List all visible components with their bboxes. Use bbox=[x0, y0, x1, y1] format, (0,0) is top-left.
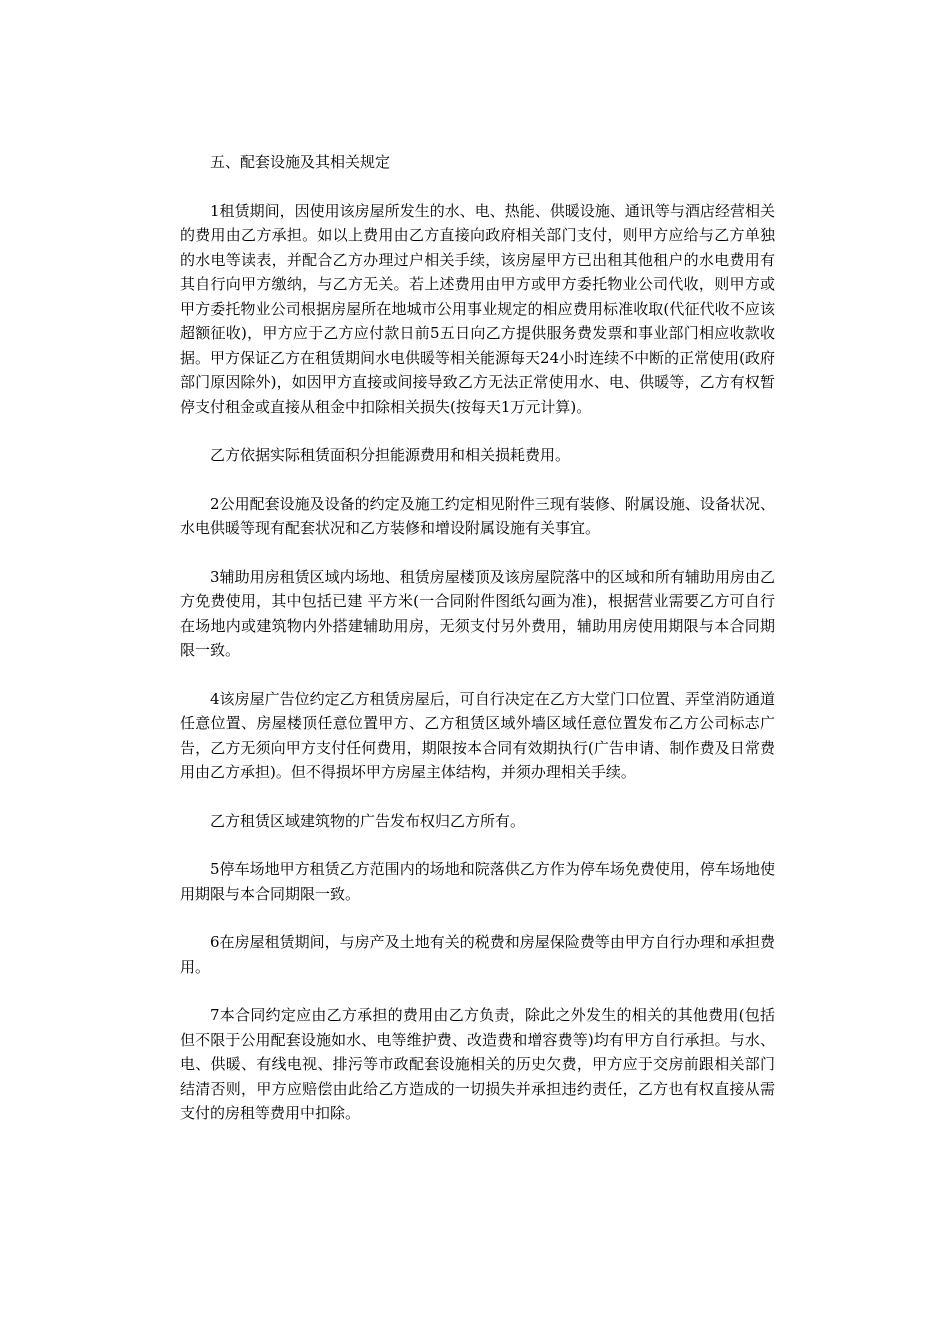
paragraph-7: 5停车场地甲方租赁乙方范围内的场地和院落供乙方作为停车场免费使用，停车场地使用期限与本合同期限一致。 bbox=[180, 860, 775, 903]
paragraph-4: 3辅助用房租赁区域内场地、租赁房屋楼顶及该房屋院落中的区域和所有辅助用房由乙方免费使用，其中包括已建 平方米(一合同附件图纸勾画为准)，根据营业需要乙方可自行在场地内或建筑物内外搭建辅助用房，无须支付另外费用，辅助用房使用期限与本合同期限一致。 bbox=[180, 567, 775, 659]
document-page bbox=[180, 150, 775, 1126]
paragraph-2: 乙方依据实际租赁面积分担能源费用和相关损耗费用。 bbox=[210, 446, 571, 464]
paragraph-5: 4该房屋广告位约定乙方租赁房屋后，可自行决定在乙方大堂门口位置、弄堂消防通道任意位置、房屋楼顶任意位置甲方、乙方租赁区域外墙区域任意位置发布乙方公司标志广告，乙方无须向甲方支付任何费用，期限按本合同有效期执行(广告申请、制作费及日常费用由乙方承担)。但不得损坏甲方房屋主体结构，并须办理相关手续。 bbox=[180, 689, 775, 781]
paragraph-6: 乙方租赁区域建筑物的广告发布权归乙方所有。 bbox=[210, 811, 526, 830]
paragraph-3: 2公用配套设施及设备的约定及施工约定相见附件三现有装修、附属设施、设备状况、水电供暖等现有配套状况和乙方装修和增设附属设施有关事宜。 bbox=[180, 494, 775, 537]
section-heading: 五、配套设施及其相关规定 bbox=[210, 153, 391, 171]
paragraph-1: 1租赁期间，因使用该房屋所发生的水、电、热能、供暖设施、通讯等与酒店经营相关的费用由乙方承担。如以上费用由乙方直接向政府相关部门支付，则甲方应给与乙方单独的水电等读表，并配合乙方办理过户相关手续，该房屋甲方已出租其他租户的水电费用有其自行向甲方缴纳，与乙方无关。若上述费用由甲方或甲方委托物业公司代收，则甲方或甲方委托物业公司根据房屋所在地城市公用事业规定的相应费用标准收取(代征代收不应该超额征收)，甲方应于乙方应付款日前5五日向乙方提供服务费发票和事业部门相应收款收据。甲方保证乙方在租赁期间水电供暖等相关能源每天24小时连续不中断的正常使用(政府部门原因除外)，如因甲方直接或间接导致乙方无法正常使用水、电、供暖等，乙方有权暂停支付租金或直接从租金中扣除相关损失(按每天1万元计算)。 bbox=[180, 201, 775, 416]
paragraph-9: 7本合同约定应由乙方承担的费用由乙方负责，除此之外发生的相关的其他费用(包括但不限于公用配套设施如水、电等维护费、改造费和增容费等)均有甲方自行承担。与水、电、供暖、有线电视、排污等市政配套设施相关的历史欠费，甲方应于交房前跟相关部门结清否则，甲方应赔偿由此给乙方造成的一切损失并承担违约责任，乙方也有权直接从需支付的房租等费用中扣除。 bbox=[180, 1006, 775, 1122]
paragraph-8: 6在房屋租赁期间，与房产及土地有关的税费和房屋保险费等由甲方自行办理和承担费用。 bbox=[180, 933, 775, 976]
